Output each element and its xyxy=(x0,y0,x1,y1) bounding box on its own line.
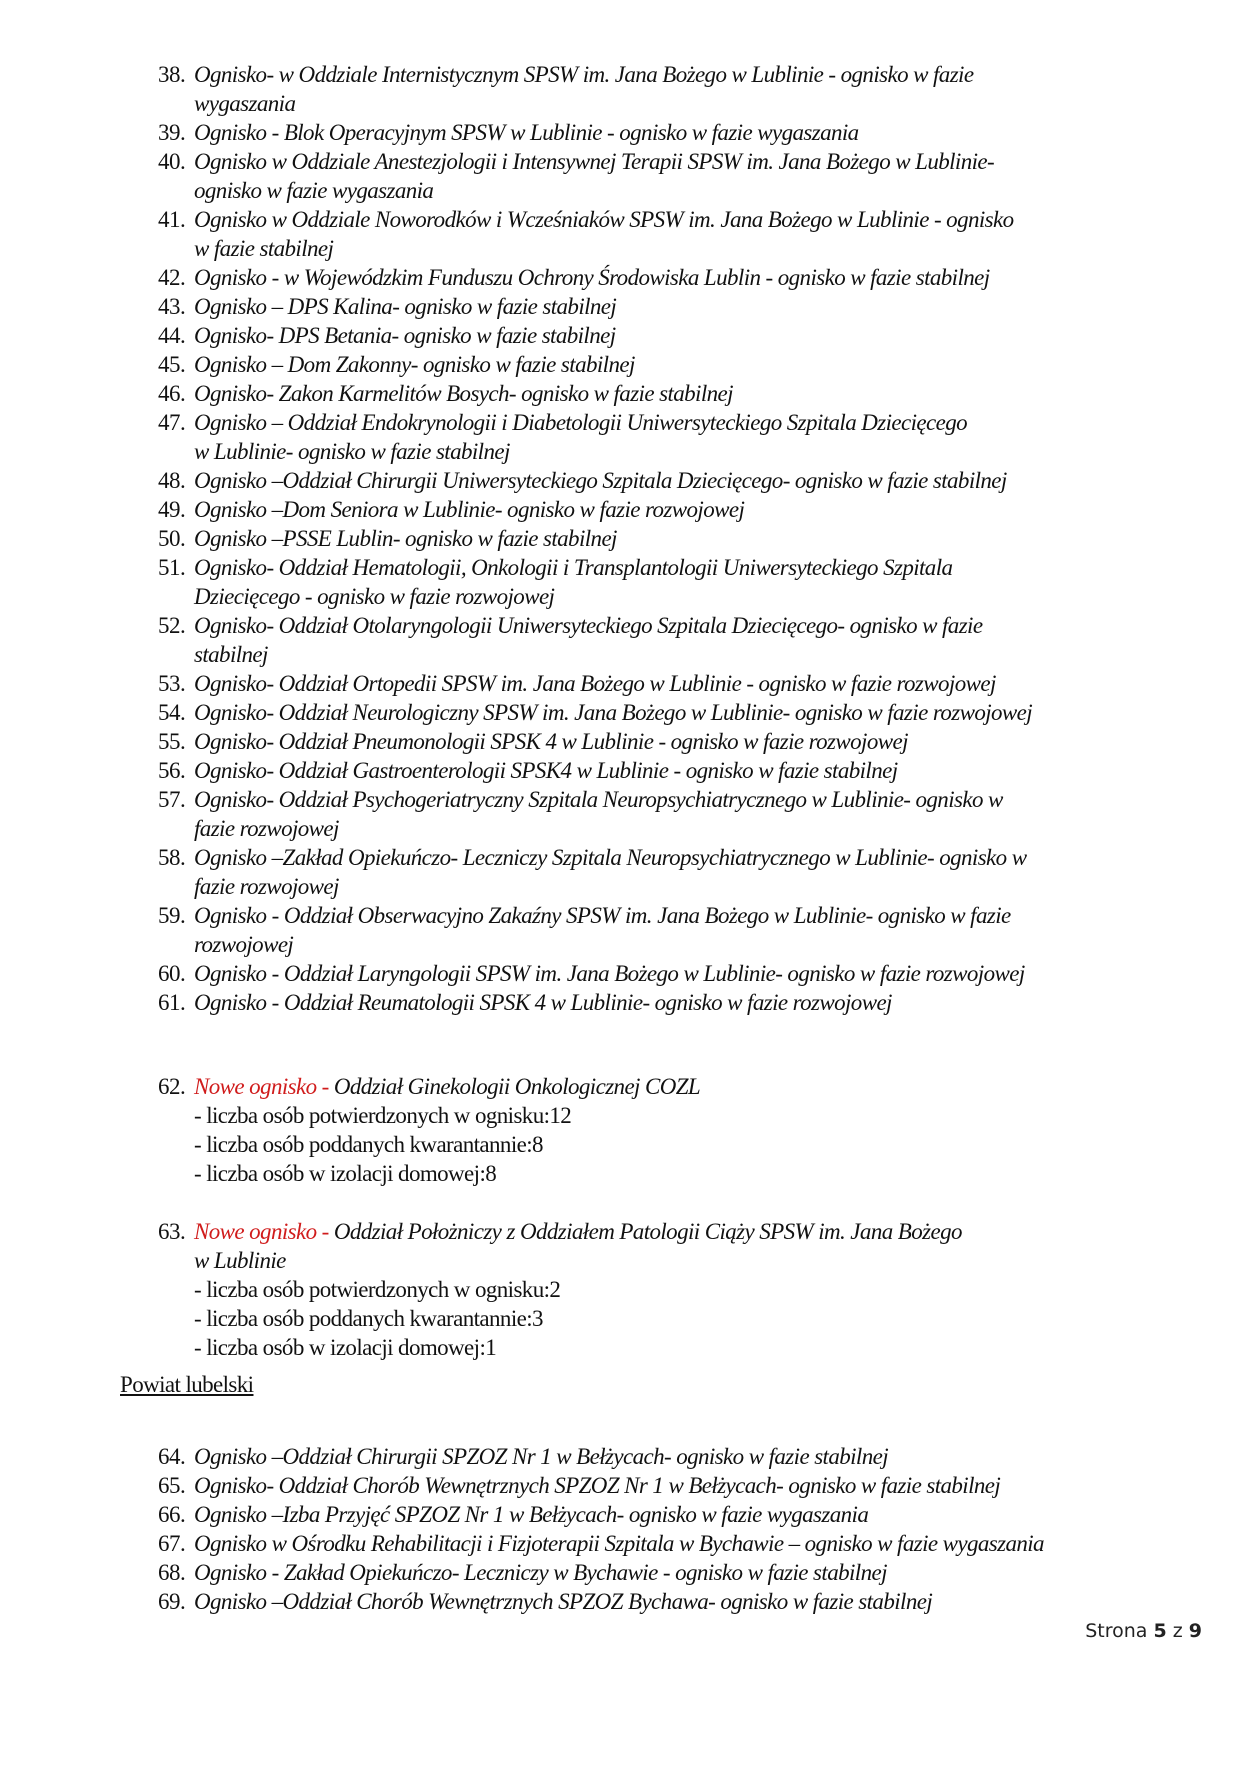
list-item xyxy=(158,785,1218,843)
item-text: Ognisko - Zakład Opiekuńczo- Leczniczy w Bychawie - ognisko w fazie stabilnej xyxy=(194,1560,887,1585)
new-outbreak-item xyxy=(158,1072,1218,1101)
list-item xyxy=(158,901,1218,959)
item-number: 41. xyxy=(158,207,186,232)
item-text: Ognisko- Oddział Gastroenterologii SPSK4 w Lublinie - ognisko w fazie stabilnej xyxy=(194,758,898,783)
list-item xyxy=(158,321,1218,350)
item-text-continuation: ognisko w fazie wygaszania xyxy=(194,178,434,203)
outbreak-list-lublin xyxy=(158,60,1218,1017)
item-number: 65. xyxy=(158,1473,186,1498)
item-number: 67. xyxy=(158,1531,186,1556)
page-footer xyxy=(1085,1620,1202,1642)
item-number: 44. xyxy=(158,323,186,348)
item-text: Oddział Ginekologii Onkologicznej COZL xyxy=(328,1074,701,1099)
list-item xyxy=(158,524,1218,553)
item-text-continuation: w Lublinie xyxy=(194,1248,286,1273)
list-item xyxy=(158,292,1218,321)
outbreak-detail-line: - liczba osób poddanych kwarantannie:3 xyxy=(194,1306,543,1331)
item-text: Ognisko- Oddział Chorób Wewnętrznych SPZOZ Nr 1 w Bełżycach- ognisko w fazie stabilnej xyxy=(194,1473,1001,1498)
section-title-powiat-lubelski: Powiat lubelski xyxy=(120,1372,254,1397)
item-number: 57. xyxy=(158,787,186,812)
item-number: 52. xyxy=(158,613,186,638)
outbreak-detail-line: - liczba osób poddanych kwarantannie:8 xyxy=(194,1132,543,1157)
list-item xyxy=(158,698,1218,727)
list-item xyxy=(158,118,1218,147)
spacer xyxy=(158,1188,1218,1217)
item-text: Ognisko - Oddział Reumatologii SPSK 4 w Lublinie- ognisko w fazie rozwojowej xyxy=(194,990,892,1015)
new-outbreak-list xyxy=(158,1072,1218,1362)
item-text-continuation: w Lublinie- ognisko w fazie stabilnej xyxy=(194,439,510,464)
list-item xyxy=(158,60,1218,118)
list-item xyxy=(158,379,1218,408)
item-number: 68. xyxy=(158,1560,186,1585)
item-number: 69. xyxy=(158,1589,186,1614)
item-text: Ognisko- Oddział Pneumonologii SPSK 4 w Lublinie - ognisko w fazie rozwojowej xyxy=(194,729,908,754)
list-item xyxy=(158,466,1218,495)
footer-page-number: 5 xyxy=(1153,1620,1167,1642)
outbreak-detail-line: - liczba osób potwierdzonych w ognisku:12 xyxy=(194,1103,572,1128)
item-text-continuation: rozwojowej xyxy=(194,932,294,957)
list-item xyxy=(158,1471,1218,1500)
item-text-continuation: stabilnej xyxy=(194,642,268,667)
item-number: 47. xyxy=(158,410,186,435)
item-number: 39. xyxy=(158,120,186,145)
item-text: Ognisko- Zakon Karmelitów Bosych- ognisko w fazie stabilnej xyxy=(194,381,733,406)
item-text: Ognisko - Blok Operacyjnym SPSW w Lublinie - ognisko w fazie wygaszania xyxy=(194,120,859,145)
item-number: 53. xyxy=(158,671,186,696)
item-number: 63. xyxy=(158,1219,186,1244)
item-text: Ognisko – DPS Kalina- ognisko w fazie stabilnej xyxy=(194,294,617,319)
item-number: 62. xyxy=(158,1074,186,1099)
item-number: 42. xyxy=(158,265,186,290)
item-number: 46. xyxy=(158,381,186,406)
item-number: 45. xyxy=(158,352,186,377)
item-text: Ognisko- w Oddziale Internistycznym SPSW im. Jana Bożego w Lublinie - ognisko w fazie xyxy=(194,62,974,87)
item-text: Ognisko - Oddział Laryngologii SPSW im. Jana Bożego w Lublinie- ognisko w fazie rozwojowej xyxy=(194,961,1025,986)
outbreak-detail-line: - liczba osób potwierdzonych w ognisku:2 xyxy=(194,1277,561,1302)
item-text: Ognisko- Oddział Otolaryngologii Uniwersyteckiego Szpitala Dziecięcego- ognisko w fazie xyxy=(194,613,983,638)
footer-separator: z xyxy=(1166,1620,1189,1642)
item-number: 60. xyxy=(158,961,186,986)
list-item xyxy=(158,727,1218,756)
list-item xyxy=(158,147,1218,205)
item-number: 50. xyxy=(158,526,186,551)
item-text: Ognisko –Oddział Chorób Wewnętrznych SPZOZ Bychawa- ognisko w fazie stabilnej xyxy=(194,1589,933,1614)
list-item xyxy=(158,263,1218,292)
item-text: Ognisko –PSSE Lublin- ognisko w fazie stabilnej xyxy=(194,526,617,551)
item-number: 54. xyxy=(158,700,186,725)
item-text-continuation: fazie rozwojowej xyxy=(194,874,339,899)
item-number: 51. xyxy=(158,555,186,580)
list-item xyxy=(158,1558,1218,1587)
item-number: 43. xyxy=(158,294,186,319)
item-text: Ognisko w Oddziale Noworodków i Wcześniaków SPSW im. Jana Bożego w Lublinie - ognisko xyxy=(194,207,1014,232)
item-text: Ognisko- Oddział Ortopedii SPSW im. Jana Bożego w Lublinie - ognisko w fazie rozwojowej xyxy=(194,671,996,696)
item-text: Ognisko- Oddział Psychogeriatryczny Szpitala Neuropsychiatrycznego w Lublinie- ognisko w xyxy=(194,787,1003,812)
item-text: Ognisko –Zakład Opiekuńczo- Leczniczy Szpitala Neuropsychiatrycznego w Lublinie- ognisko w xyxy=(194,845,1027,870)
list-item xyxy=(158,1529,1218,1558)
item-text-continuation: fazie rozwojowej xyxy=(194,816,339,841)
item-text: Ognisko- Oddział Hematologii, Onkologii i Transplantologii Uniwersyteckiego Szpitala xyxy=(194,555,953,580)
item-text: Ognisko –Oddział Chirurgii Uniwersyteckiego Szpitala Dziecięcego- ognisko w fazie stabilnej xyxy=(194,468,1007,493)
new-outbreak-label: Nowe ognisko - xyxy=(194,1074,329,1099)
item-text-continuation: wygaszania xyxy=(194,91,296,116)
item-text: Ognisko - w Wojewódzkim Funduszu Ochrony Środowiska Lublin - ognisko w fazie stabilnej xyxy=(194,265,990,290)
list-item xyxy=(158,756,1218,785)
list-item xyxy=(158,669,1218,698)
item-number: 49. xyxy=(158,497,186,522)
item-number: 64. xyxy=(158,1444,186,1469)
list-item xyxy=(158,350,1218,379)
item-number: 58. xyxy=(158,845,186,870)
item-number: 48. xyxy=(158,468,186,493)
item-text: Ognisko – Dom Zakonny- ognisko w fazie stabilnej xyxy=(194,352,635,377)
item-text: Ognisko- Oddział Neurologiczny SPSW im. Jana Bożego w Lublinie- ognisko w fazie rozwojowej xyxy=(194,700,1033,725)
outbreak-detail-line: - liczba osób w izolacji domowej:1 xyxy=(194,1335,497,1360)
item-text: Ognisko –Izba Przyjęć SPZOZ Nr 1 w Bełżycach- ognisko w fazie wygaszania xyxy=(194,1502,869,1527)
item-text: Ognisko w Ośrodku Rehabilitacji i Fizjoterapii Szpitala w Bychawie – ognisko w fazie wygaszania xyxy=(194,1531,1044,1556)
item-number: 55. xyxy=(158,729,186,754)
list-item xyxy=(158,205,1218,263)
item-text: Ognisko – Oddział Endokrynologii i Diabetologii Uniwersyteckiego Szpitala Dziecięcego xyxy=(194,410,968,435)
list-item xyxy=(158,1587,1218,1616)
item-number: 59. xyxy=(158,903,186,928)
item-text-continuation: w fazie stabilnej xyxy=(194,236,334,261)
item-number: 56. xyxy=(158,758,186,783)
list-item xyxy=(158,495,1218,524)
item-text: Ognisko w Oddziale Anestezjologii i Intensywnej Terapii SPSW im. Jana Bożego w Lublinie- xyxy=(194,149,995,174)
new-outbreak-item xyxy=(158,1217,1218,1275)
item-text: Ognisko - Oddział Obserwacyjno Zakaźny SPSW im. Jana Bożego w Lublinie- ognisko w fazie xyxy=(194,903,1011,928)
item-text: Ognisko –Dom Seniora w Lublinie- ognisko w fazie rozwojowej xyxy=(194,497,745,522)
footer-total-pages: 9 xyxy=(1188,1620,1202,1642)
item-number: 40. xyxy=(158,149,186,174)
list-item xyxy=(158,1500,1218,1529)
item-number: 38. xyxy=(158,62,186,87)
list-item xyxy=(158,1442,1218,1471)
list-item xyxy=(158,843,1218,901)
outbreak-detail-line: - liczba osób w izolacji domowej:8 xyxy=(194,1161,497,1186)
list-item xyxy=(158,611,1218,669)
item-text: Ognisko- DPS Betania- ognisko w fazie stabilnej xyxy=(194,323,616,348)
list-item xyxy=(158,553,1218,611)
list-item xyxy=(158,988,1218,1017)
item-number: 66. xyxy=(158,1502,186,1527)
item-text: Oddział Położniczy z Oddziałem Patologii Ciąży SPSW im. Jana Bożego xyxy=(328,1219,962,1244)
item-text-continuation: Dziecięcego - ognisko w fazie rozwojowej xyxy=(194,584,555,609)
list-item xyxy=(158,408,1218,466)
item-text: Ognisko –Oddział Chirurgii SPZOZ Nr 1 w Bełżycach- ognisko w fazie stabilnej xyxy=(194,1444,889,1469)
new-outbreak-label: Nowe ognisko - xyxy=(194,1219,329,1244)
outbreak-list-powiat-lubelski xyxy=(158,1442,1218,1616)
list-item xyxy=(158,959,1218,988)
item-number: 61. xyxy=(158,990,186,1015)
footer-prefix: Strona xyxy=(1085,1620,1154,1642)
